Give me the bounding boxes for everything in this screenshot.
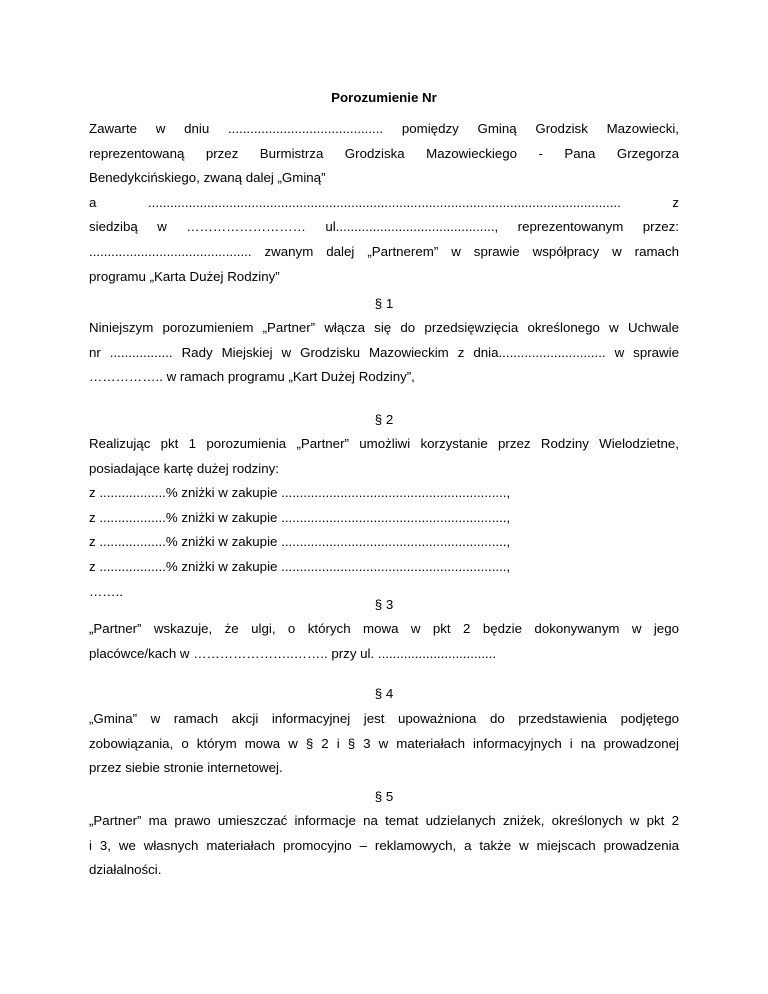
section-1-line-1: Niniejszym porozumieniem „Partner” włącza się do przedsięwzięcia określonego w Uchwale bbox=[89, 320, 679, 335]
intro-line-1: Zawarte w dniu .......................................... pomiędzy Gminą Grodzisk Mazowiecki, bbox=[89, 121, 679, 136]
intro-line-6: ............................................ zwanym dalej „Partnerem” w sprawie współpracy w ramach bbox=[89, 243, 679, 259]
section-3-body bbox=[89, 617, 679, 666]
intro-line-5: siedzibą w ……………………… ul..........................................., reprezentowanym przez: bbox=[89, 219, 679, 235]
section-3-line-2: placówce/kach w …………………..…….. przy ul. ................................ bbox=[89, 645, 497, 661]
section-4-line-3: przez siebie stronie internetowej. bbox=[89, 760, 283, 776]
section-2-ellipsis: …….. bbox=[89, 583, 123, 599]
section-1-line-3: …………….. w ramach programu „Kart Dużej Rodziny”, bbox=[89, 369, 415, 385]
section-5-heading: § 5 bbox=[374, 789, 394, 804]
section-4-line-2: zobowiązania, o którym mowa w § 2 i § 3 w materiałach informacyjnych i na prowadzonej bbox=[89, 735, 679, 751]
section-2-line-2: posiadające kartę dużej rodziny: bbox=[89, 460, 279, 476]
document-title: Porozumienie Nr bbox=[331, 90, 437, 105]
section-5-body bbox=[89, 809, 679, 883]
discount-item: z ..................% zniżki w zakupie ............................................................., bbox=[89, 485, 511, 501]
section-1-body bbox=[89, 316, 679, 390]
intro-line-4-z: z bbox=[672, 194, 679, 210]
intro-line-2: reprezentowaną przez Burmistrza Grodziska Mazowieckiego - Pana Grzegorza bbox=[89, 145, 679, 161]
section-4-body bbox=[89, 707, 679, 781]
section-3-heading: § 3 bbox=[374, 597, 394, 612]
section-4-line-1: „Gmina” w ramach akcji informacyjnej jest upoważniona do przedstawienia podjętego bbox=[89, 711, 679, 726]
section-3-line-1: „Partner” wskazuje, że ulgi, o których mowa w pkt 2 będzie dokonywanym w jego bbox=[89, 621, 679, 636]
discount-item: z ..................% zniżki w zakupie ............................................................., bbox=[89, 509, 511, 525]
section-1-line-2: nr ................. Rady Miejskiej w Grodzisku Mazowieckim z dnia............................. w sprawie bbox=[89, 344, 679, 360]
intro-line-7: programu „Karta Dużej Rodziny” bbox=[89, 268, 280, 284]
section-2-line-1: Realizując pkt 1 porozumienia „Partner” umożliwi korzystanie przez Rodziny Wielodzietne, bbox=[89, 436, 679, 451]
section-1-heading: § 1 bbox=[374, 296, 394, 311]
intro-paragraph bbox=[89, 117, 679, 289]
section-5-line-3: działalności. bbox=[89, 862, 162, 878]
section-5-line-1: „Partner” ma prawo umieszczać informacje na temat udzielanych zniżek, określonych w pkt 2 bbox=[89, 813, 679, 828]
intro-line-4-dots: ................................................................................................................................ bbox=[147, 194, 621, 210]
intro-line-3: Benedykcińskiego, zwaną dalej „Gminą” bbox=[89, 170, 326, 186]
section-2-body bbox=[89, 432, 679, 604]
section-5-line-2: i 3, we własnych materiałach promocyjno – reklamowych, a także w miejscach prowadzenia bbox=[89, 837, 679, 853]
discount-item: z ..................% zniżki w zakupie ............................................................., bbox=[89, 534, 511, 550]
section-4-heading: § 4 bbox=[374, 686, 394, 701]
discount-item: z ..................% zniżki w zakupie ............................................................., bbox=[89, 558, 511, 574]
section-2-heading: § 2 bbox=[374, 412, 394, 427]
intro-line-4 bbox=[89, 191, 679, 216]
intro-line-4-a: a bbox=[89, 194, 97, 210]
